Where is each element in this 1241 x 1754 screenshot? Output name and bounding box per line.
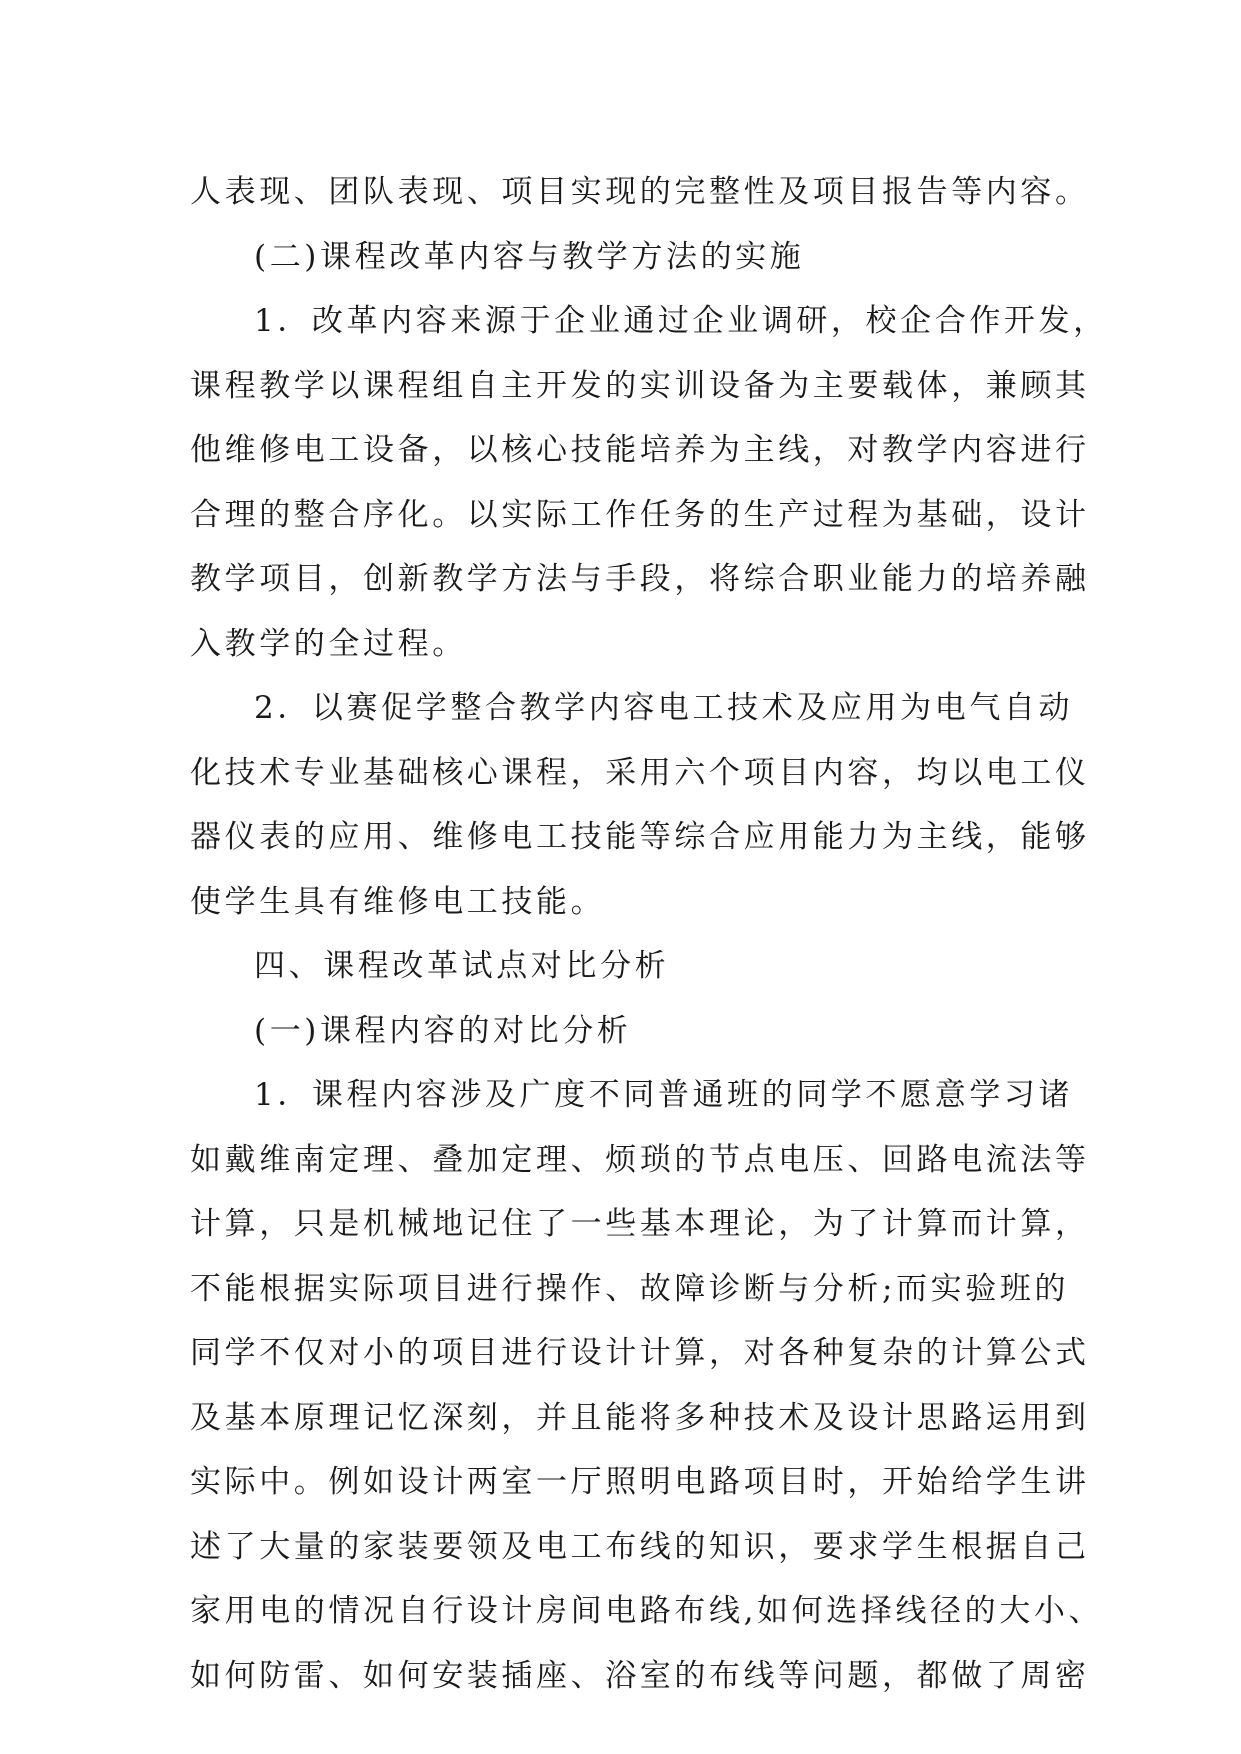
text-line-15: 1．课程内容涉及广度不同普通班的同学不愿意学习诸 (254, 1077, 1074, 1113)
body-text (190, 160, 1108, 1708)
text-line-20: 及基本原理记忆深刻，并且能将多种技术及设计思路运用到 (190, 1399, 1090, 1436)
text-line-3: 1．改革内容来源于企业通过企业调研，校企合作开发， (254, 303, 1108, 339)
text-line-5: 他维修电工设备，以核心技能培养为主线，对教学内容进行 (190, 432, 1090, 468)
text-line-19: 同学不仅对小的项目进行设计计算，对各种复杂的计算公式 (190, 1335, 1090, 1371)
text-line-18: 不能根据实际项目进行操作、故障诊断与分析;而实验班的 (190, 1270, 1070, 1307)
section-heading-4: 四、课程改革试点对比分析 (254, 948, 670, 984)
text-line-16: 如戴维南定理、叠加定理、烦琐的节点电压、回路电流法等 (190, 1141, 1090, 1178)
text-line-7: 教学项目，创新教学方法与手段，将综合职业能力的培养融 (190, 561, 1090, 597)
text-line-17: 计算，只是机械地记住了一些基本理论，为了计算而计算， (190, 1206, 1090, 1242)
subsection-heading-1: (一)课程内容的对比分析 (254, 1012, 632, 1049)
text-line-6: 合理的整合序化。以实际工作任务的生产过程为基础，设计 (190, 496, 1090, 533)
text-line-11: 器仪表的应用、维修电工技能等综合应用能力为主线，能够 (190, 819, 1090, 855)
section-heading-2: (二)课程改革内容与教学方法的实施 (254, 238, 805, 275)
text-line-9: 2．以赛促学整合教学内容电工技术及应用为电气自动 (254, 690, 1074, 726)
text-line-8: 入教学的全过程。 (190, 625, 467, 662)
text-line-10: 化技术专业基础核心课程，采用六个项目内容，均以电工仪 (190, 754, 1090, 791)
text-line-22: 述了大量的家装要领及电工布线的知识，要求学生根据自己 (190, 1528, 1090, 1565)
text-line-4: 课程教学以课程组自主开发的实训设备为主要载体，兼顾其 (190, 367, 1090, 404)
text-line-23: 家用电的情况自行设计房间电路布线,如何选择线径的大小、 (190, 1593, 1104, 1629)
text-line-12: 使学生具有维修电工技能。 (190, 883, 606, 920)
text-line-1: 人表现、团队表现、项目实现的完整性及项目报告等内容。 (190, 174, 1090, 210)
text-line-24: 如何防雷、如何安装插座、浴室的布线等问题，都做了周密 (190, 1657, 1090, 1694)
text-line-21: 实际中。例如设计两室一厅照明电路项目时，开始给学生讲 (190, 1464, 1090, 1500)
